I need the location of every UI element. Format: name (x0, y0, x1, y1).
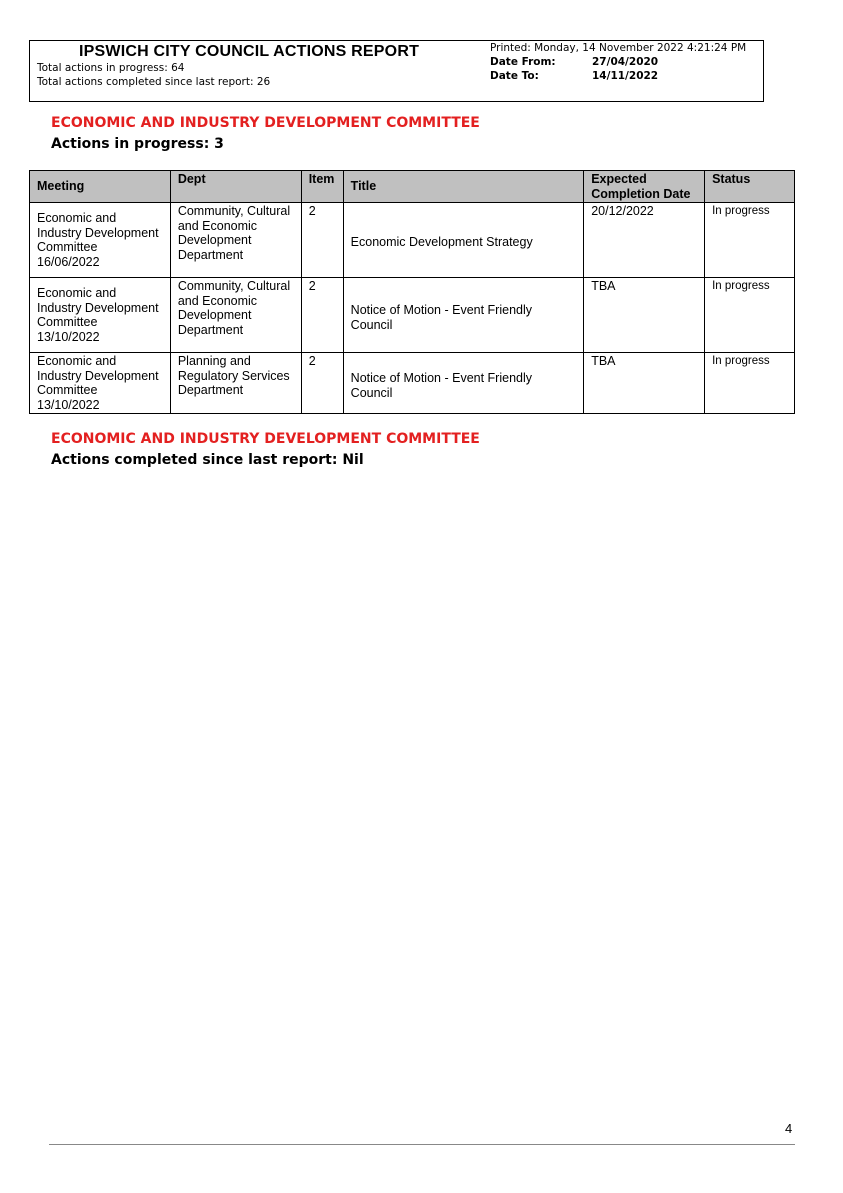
footer-divider (49, 1144, 795, 1145)
actions-table (29, 170, 795, 414)
col-header-status: Status (705, 171, 795, 203)
report-header (29, 40, 764, 102)
date-from-row (490, 56, 658, 68)
page-number: 4 (785, 1121, 793, 1136)
col-header-expected-completion-date: Expected Completion Date (584, 171, 705, 203)
date-to-value: 14/11/2022 (592, 70, 659, 82)
table-row (30, 203, 795, 278)
cell-expected: TBA (584, 353, 705, 414)
date-from-label: Date From: (490, 56, 556, 68)
report-title: IPSWICH CITY COUNCIL ACTIONS REPORT (79, 43, 420, 60)
col-header-item: Item (301, 171, 343, 203)
cell-dept: Community, Cultural and Economic Development Department (170, 203, 301, 278)
cell-title: Notice of Motion - Event Friendly Council (343, 353, 584, 414)
cell-expected: TBA (584, 278, 705, 353)
cell-meeting: Economic and Industry Development Committee 13/10/2022 (30, 353, 171, 414)
cell-title: Notice of Motion - Event Friendly Council (343, 278, 584, 353)
committee-heading-completed: ECONOMIC AND INDUSTRY DEVELOPMENT COMMITTEE (51, 431, 480, 447)
total-in-progress: Total actions in progress: 64 (37, 62, 185, 74)
date-to-label: Date To: (490, 70, 539, 82)
col-header-dept: Dept (170, 171, 301, 203)
table-row (30, 278, 795, 353)
cell-meeting: Economic and Industry Development Committee 13/10/2022 (30, 278, 171, 353)
cell-status: In progress (705, 203, 795, 278)
cell-expected: 20/12/2022 (584, 203, 705, 278)
cell-item: 2 (301, 278, 343, 353)
cell-title: Economic Development Strategy (343, 203, 584, 278)
total-completed: Total actions completed since last report: 26 (37, 76, 271, 88)
col-header-title: Title (343, 171, 584, 203)
cell-item: 2 (301, 353, 343, 414)
table-row (30, 353, 795, 414)
cell-dept: Community, Cultural and Economic Development Department (170, 278, 301, 353)
cell-status: In progress (705, 353, 795, 414)
cell-meeting: Economic and Industry Development Committee 16/06/2022 (30, 203, 171, 278)
table-header-row (30, 171, 795, 203)
cell-item: 2 (301, 203, 343, 278)
cell-dept: Planning and Regulatory Services Department (170, 353, 301, 414)
date-to-row (490, 70, 658, 82)
cell-status: In progress (705, 278, 795, 353)
col-header-meeting: Meeting (30, 171, 171, 203)
date-from-value: 27/04/2020 (592, 56, 659, 68)
actions-in-progress-heading: Actions in progress: 3 (51, 136, 224, 152)
committee-heading-in-progress: ECONOMIC AND INDUSTRY DEVELOPMENT COMMITTEE (51, 115, 480, 131)
printed-timestamp: Printed: Monday, 14 November 2022 4:21:24 PM (490, 42, 747, 54)
actions-completed-heading: Actions completed since last report: Nil (51, 452, 364, 468)
